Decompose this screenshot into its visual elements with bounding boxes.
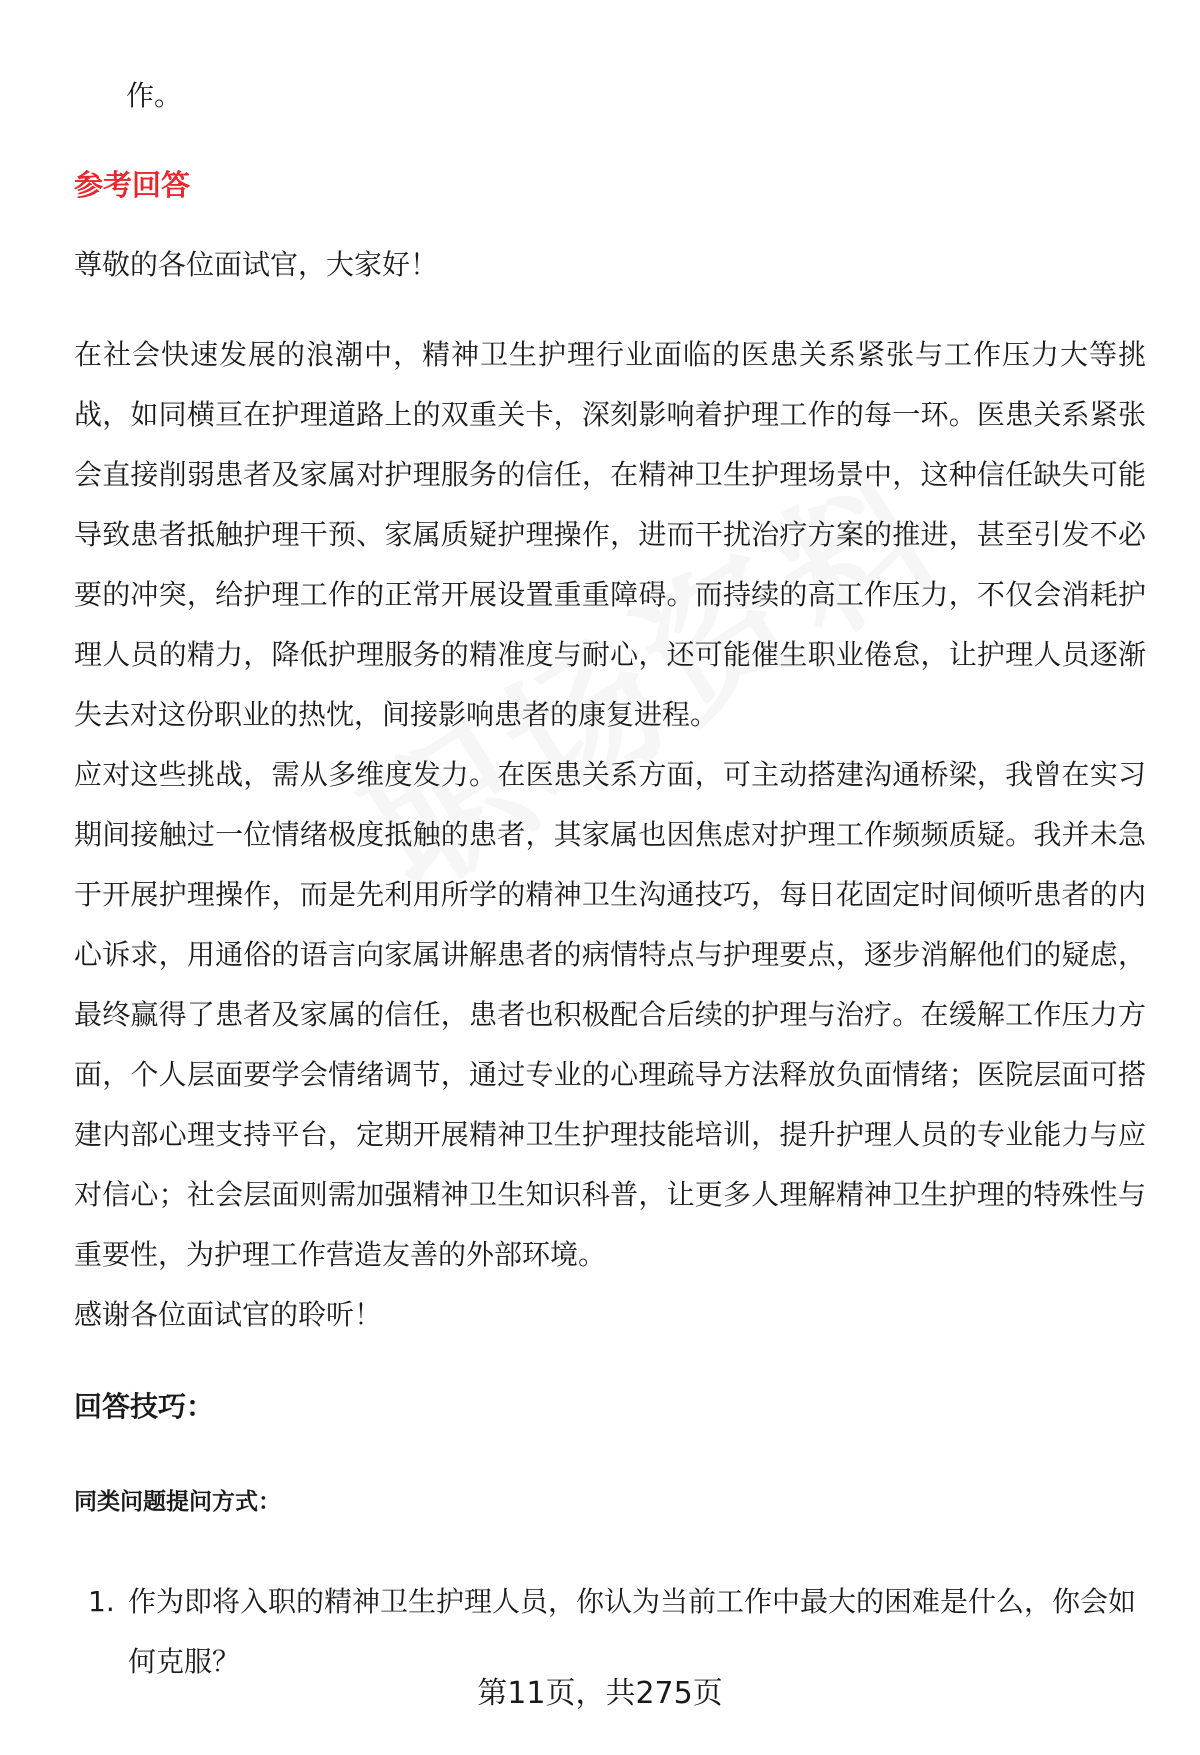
answer-paragraph: 在社会快速发展的浪潮中，精神卫生护理行业面临的医患关系紧张与工作压力大等挑战，如同横亘在护理道路上的双重关卡，深刻影响着护理工作的每一环。医患关系紧张会直接削弱患者及家属对护理服务的信任，在精神卫生护理场景中，这种信任缺失可能导致患者抵触护理干预、家属质疑护理操作，进而干扰治疗方案的推进，甚至引发不必要的冲突，给护理工作的正常开展设置重重障碍。而持续的高工作压力，不仅会消耗护理人员的精力，降低护理服务的精准度与耐心，还可能催生职业倦怠，让护理人员逐渐失去对这份职业的热忱，间接影响患者的康复进程。 <box>74 338 1146 731</box>
list-item-text: 作为即将入职的精神卫生护理人员，你认为当前工作中最大的困难是什么，你会如何克服？ <box>128 1585 1137 1678</box>
reference-answer-heading: 参考回答 <box>74 168 191 202</box>
greeting-line: 尊敬的各位面试官，大家好！ <box>74 248 439 281</box>
list-item-number: 1. <box>88 1585 115 1618</box>
closing-line: 感谢各位面试官的聆听！ <box>74 1298 383 1331</box>
page-number-footer: 第11页，共275页 <box>477 1676 723 1711</box>
answer-paragraph: 应对这些挑战，需从多维度发力。在医患关系方面，可主动搭建沟通桥梁，我曾在实习期间接触过一位情绪极度抵触的患者，其家属也因焦虑对护理工作频频质疑。我并未急于开展护理操作，而是先利用所学的精神卫生沟通技巧，每日花固定时间倾听患者的内心诉求，用通俗的语言向家属讲解患者的病情特点与护理要点，逐步消解他们的疑虑，最终赢得了患者及家属的信任，患者也积极配合后续的护理与治疗。在缓解工作压力方面，个人层面要学会情绪调节，通过专业的心理疏导方法释放负面情绪；医院层面可搭建内部心理支持平台，定期开展精神卫生护理技能培训，提升护理人员的专业能力与应对信心；社会层面则需加强精神卫生知识科普，让更多人理解精神卫生护理的特殊性与重要性，为护理工作营造友善的外部环境。 <box>74 758 1146 1271</box>
similar-questions-heading: 同类问题提问方式： <box>74 1489 281 1515</box>
continued-text: 作。 <box>126 79 183 112</box>
answer-tips-heading: 回答技巧： <box>74 1390 215 1423</box>
answer-body <box>74 325 1146 1345</box>
